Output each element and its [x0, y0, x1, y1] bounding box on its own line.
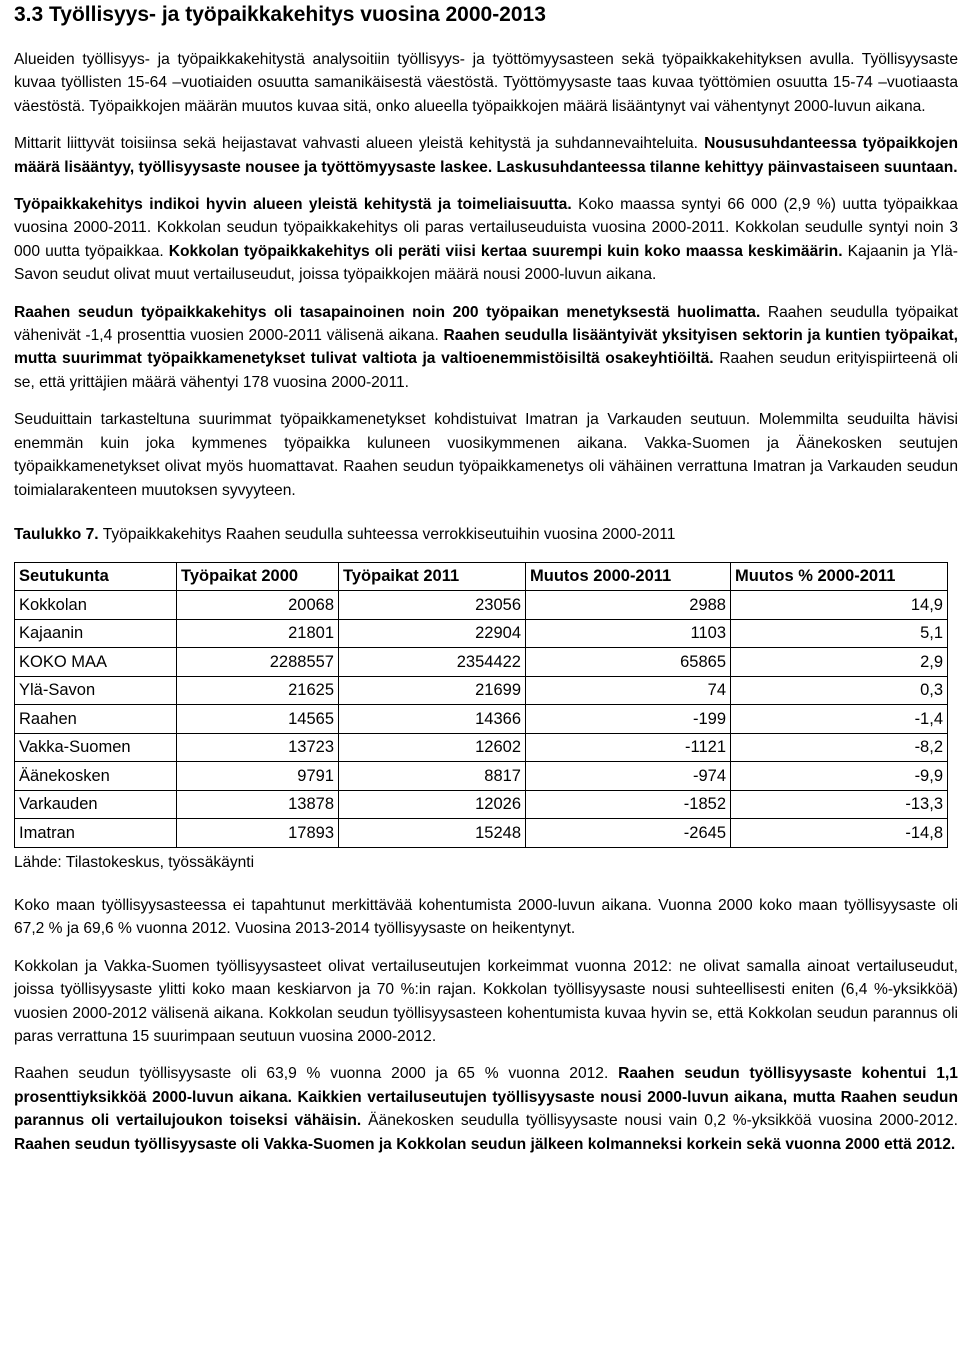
table-cell-value: 2354422	[339, 648, 526, 677]
table-cell-value: 21699	[339, 676, 526, 705]
table-header-row	[15, 562, 948, 591]
table-cell-region: Varkauden	[15, 790, 177, 819]
table-cell-value: 20068	[177, 591, 339, 620]
text-bold: Noususuhdanteessa työpaikkojen määrä lisääntyy, työllisyysaste nousee ja työttömyysaste laskee. Laskusuhdanteessa tilanne kehittyy päinvastaiseen suuntaan.	[14, 135, 958, 176]
table-cell-value: 5,1	[731, 619, 948, 648]
column-header-region: Seutukunta	[15, 562, 177, 591]
table-cell-value: 12026	[339, 790, 526, 819]
table-cell-value: 0,3	[731, 676, 948, 705]
paragraph-regional-losses: Seuduittain tarkasteltuna suurimmat työpaikkamenetykset kohdistuivat Imatran ja Varkauden seutuun. Molemmilta seuduilta hävisi enemmän kuin joka kymmenes työpaikka kuluneen vuosikymmenen aikana. Vakka-Suomen ja Äänekosken seutujen työpaikkamenetykset olivat myös huomattavat. Raahen seudun työpaikkamenetys oli vähäinen verrattuna Imatran ja Varkauden seudun toimialarakenteen muutoksen syvyyteen.	[14, 411, 958, 499]
table-cell-value: -199	[526, 705, 731, 734]
table-row	[15, 733, 948, 762]
table-cell-region: Kajaanin	[15, 619, 177, 648]
text-normal: Raahen seudulla työpaikat vähenivät -1,4 prosenttia vuosien 2000-2011 välisenä aikana.	[14, 303, 959, 345]
text-bold: Työpaikkakehitys indikoi hyvin alueen yleistä kehitystä ja toimeliaisuutta.	[14, 196, 572, 214]
table-cell-value: 8817	[339, 762, 526, 791]
table-cell-region: Ylä-Savon	[15, 676, 177, 705]
text-bold: Raahen seudun työllisyysaste oli Vakka-Suomen ja Kokkolan seudun jälkeen kolmanneksi korkein sekä vuonna 2000 että 2012.	[14, 1135, 956, 1153]
text-bold: Raahen seudun työllisyysaste kohentui 1,1 prosenttiyksikköä 2000-luvun aikana. Kaikkien vertailuseutujen työllisyysaste nousi 2000-luvun aikana, mutta Raahen seudun parannus oli vertailujoukon toiseksi vähäisin.	[14, 1065, 958, 1130]
table-row	[15, 619, 948, 648]
text-bold: Raahen seudun työpaikkakehitys oli tasapainoinen noin 200 työpaikan menetyksestä huolimatta.	[14, 303, 761, 321]
table-row	[15, 762, 948, 791]
table-cell-value: 74	[526, 676, 731, 705]
paragraph-job-development	[14, 193, 958, 287]
paragraph-raahe-employment	[14, 1062, 958, 1156]
column-header-change-percent: Muutos % 2000-2011	[731, 562, 948, 591]
text-normal: Mittarit liittyvät toisiinsa sekä heijastavat vahvasti alueen yleistä kehitystä ja suhdannevaihteluita.	[14, 135, 698, 153]
table-cell-value: 14,9	[731, 591, 948, 620]
table-cell-value: 17893	[177, 819, 339, 848]
paragraph-national-employment: Koko maan työllisyysasteessa ei tapahtunut merkittävää kohentumista 2000-luvun aikana. Vuonna 2000 koko maan työllisyysaste oli 67,2 % ja 69,6 % vuonna 2012. Vuosina 2013-2014 työllisyysaste on heikentynyt.	[14, 896, 958, 938]
text-normal: Raahen seudun työllisyysaste oli 63,9 % vuonna 2000 ja 65 % vuonna 2012.	[14, 1065, 619, 1083]
text-normal: Kajaanin ja Ylä-Savon seudut olivat muut vertailuseudut, joissa työpaikkojen määrä nousi 2000-luvun aikana.	[14, 242, 958, 284]
table-cell-value: 13878	[177, 790, 339, 819]
paragraph-indicators	[14, 132, 958, 179]
table-cell-value: 1103	[526, 619, 731, 648]
table-row	[15, 819, 948, 848]
table-cell-value: -1121	[526, 733, 731, 762]
text-bold: Raahen seudulla lisääntyivät yksityisen sektorin ja kuntien työpaikat, mutta suurimmat työpaikkamenetykset tulivat valtiota ja valtioenemmistöisiltä osakeyhtiöiltä.	[14, 327, 958, 368]
table-row	[15, 648, 948, 677]
table-cell-value: 65865	[526, 648, 731, 677]
table-cell-value: 12602	[339, 733, 526, 762]
table-caption-label: Taulukko 7.	[14, 525, 99, 543]
table-cell-value: -13,3	[731, 790, 948, 819]
table-caption-text: Työpaikkakehitys Raahen seudulla suhteessa verrokkiseutuihin vuosina 2000-2011	[98, 525, 676, 543]
table-caption	[14, 524, 958, 546]
table-cell-region: KOKO MAA	[15, 648, 177, 677]
table-cell-value: 14565	[177, 705, 339, 734]
table-row	[15, 676, 948, 705]
paragraph-kokkola-vakka: Kokkolan ja Vakka-Suomen työllisyysasteet olivat vertailuseutujen korkeimmat vuonna 2012: ne olivat samalla ainoat vertailuseudut, joissa työllisyysaste ylitti koko maan keskiarvon ja 70 %:in rajan. Kokkolan työllisyysaste nousi suhteellisesti eniten (6,4 %-yksikköä) vuosien 2000-2012 välisenä aikana. Kokkolan seudun työllisyysasteen kohentumista kuvaa hyvin se, että Kokkolan seudun parannus oli paras verrattuna 15 suurimpaan seutuun vuosina 2000-2012.	[14, 957, 958, 1045]
document-page	[14, 0, 958, 1156]
text-normal: Raahen seudun erityispiirteenä oli se, että yrittäjien määrä vähentyi 178 vuosina 2000-2011.	[14, 350, 958, 391]
jobs-table	[14, 562, 948, 848]
table-body	[15, 591, 948, 848]
table-cell-region: Kokkolan	[15, 591, 177, 620]
table-cell-value: -1852	[526, 790, 731, 819]
text-normal: Äänekosken seudulla työllisyysaste nousi vain 0,2 %-yksikköä vuosina 2000-2012.	[361, 1112, 959, 1130]
table-row	[15, 591, 948, 620]
table-row	[15, 790, 948, 819]
table-cell-value: -9,9	[731, 762, 948, 791]
text-normal: Koko maassa syntyi 66 000 (2,9 %) uutta työpaikkaa vuosina 2000-2011. Kokkolan seudun työpaikkakehitys oli paras vertailuseuduista vuosina 2000-2011. Kokkolan seudulle syntyi noin 3 000 uutta työpaikkaa.	[14, 196, 958, 260]
table-cell-region: Imatran	[15, 819, 177, 848]
paragraph-raahe-jobs	[14, 301, 958, 395]
table-cell-value: -974	[526, 762, 731, 791]
table-cell-value: 13723	[177, 733, 339, 762]
table-cell-value: 2,9	[731, 648, 948, 677]
table-cell-value: 21801	[177, 619, 339, 648]
table-row	[15, 705, 948, 734]
text-bold: Kokkolan työpaikkakehitys oli peräti viisi kertaa suurempi kuin koko maassa keskimäärin.	[168, 242, 843, 260]
table-cell-value: 15248	[339, 819, 526, 848]
column-header-change: Muutos 2000-2011	[526, 562, 731, 591]
column-header-jobs-2011: Työpaikat 2011	[339, 562, 526, 591]
table-source: Lähde: Tilastokeskus, työssäkäynti	[14, 853, 255, 871]
table-cell-value: -14,8	[731, 819, 948, 848]
table-cell-region: Äänekosken	[15, 762, 177, 791]
table-cell-value: 14366	[339, 705, 526, 734]
table-cell-value: -8,2	[731, 733, 948, 762]
table-cell-value: 2988	[526, 591, 731, 620]
table-cell-value: 21625	[177, 676, 339, 705]
table-cell-value: -1,4	[731, 705, 948, 734]
table-cell-region: Raahen	[15, 705, 177, 734]
table-cell-value: 2288557	[177, 648, 339, 677]
table-cell-value: 9791	[177, 762, 339, 791]
column-header-jobs-2000: Työpaikat 2000	[177, 562, 339, 591]
table-cell-region: Vakka-Suomen	[15, 733, 177, 762]
table-cell-value: -2645	[526, 819, 731, 848]
table-cell-value: 23056	[339, 591, 526, 620]
paragraph-definitions: Alueiden työllisyys- ja työpaikkakehitystä analysoitiin työllisyys- ja työttömyysasteen sekä työpaikkakehityksen avulla. Työllisyysaste kuvaa työllisten 15-64 –vuotiaiden osuutta samanikäisestä väestöstä. Työttömyysaste taas kuvaa työttömien osuutta 15-74 –vuotiaasta väestöstä. Työpaikkojen määrän muutos kuvaa sitä, onko alueella työpaikkojen määrä lisääntynyt vai vähentynyt 2000-luvun aikana.	[14, 51, 958, 115]
section-heading: 3.3 Työllisyys- ja työpaikkakehitys vuosina 2000-2013	[14, 3, 546, 26]
table-cell-value: 22904	[339, 619, 526, 648]
